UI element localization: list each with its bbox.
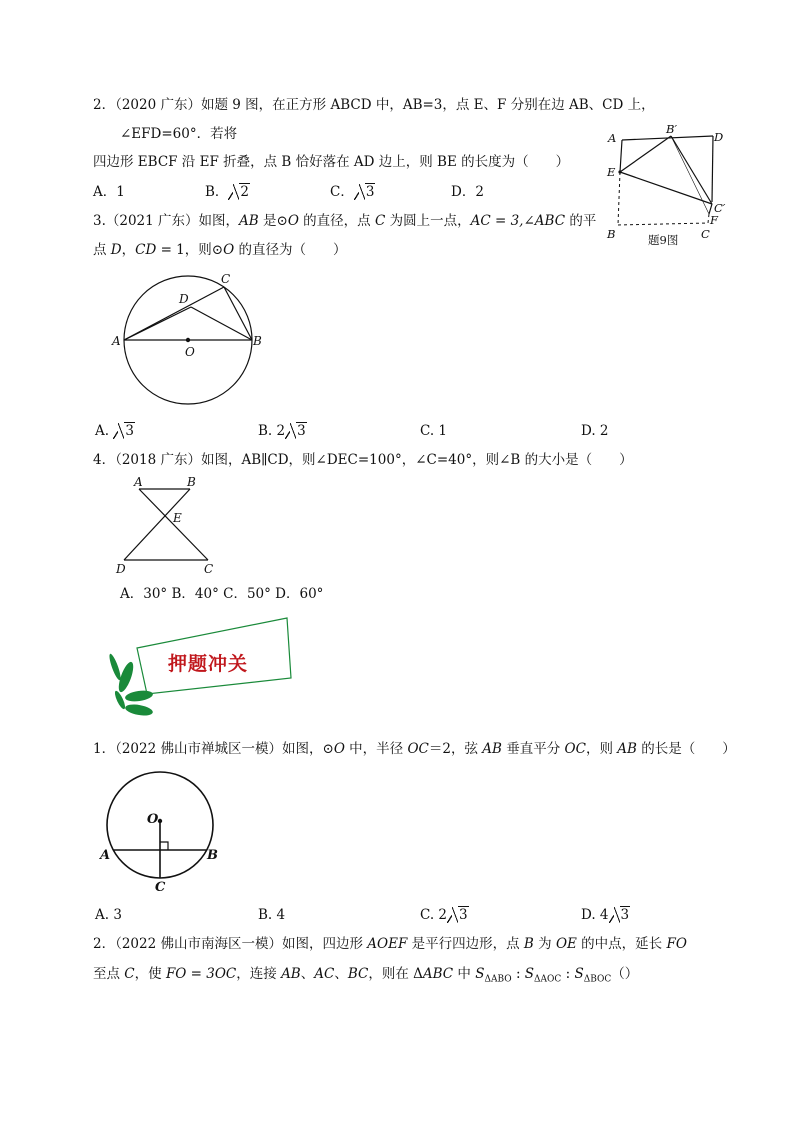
q2-line3: 四边形 EBCF 沿 EF 折叠，点 B 恰好落在 AD 边上，则 BE 的长度为（ ） (93, 154, 570, 170)
p2-line2: 至点 C，使 FO = 3OC，连接 AB、AC、BC，则在 ΔABC 中 $S_{\Delta ABO}$ : $S_{\Delta AOC}$ : $S_{\Delta BOC}()$ (93, 966, 639, 985)
q3-fig-label-c: C (221, 272, 231, 286)
q2-fig-label-e: E (607, 165, 616, 179)
q3-option-b: B. 2 3 (258, 423, 306, 439)
p2-line1: 2．（2022 佛山市南海区一模）如图，四边形 AOEF 是平行四边形，点 B 为 OE 的中点，延长 FO (93, 936, 687, 952)
p1-circle-figure (95, 765, 230, 900)
q4-fig-label-d: D (116, 562, 126, 576)
q2-option-d: D．2 (451, 184, 484, 200)
q2-fig-label-c: C (701, 227, 710, 241)
q2-fig-label-a: A (608, 131, 617, 145)
q3-option-c: C. 1 (420, 423, 448, 439)
q3-fig-label-d: D (179, 292, 189, 306)
q2-option-b: B． 2 (205, 184, 250, 200)
q3-fig-label-o: O (185, 345, 195, 359)
q2-option-c: C． 3 (330, 184, 375, 200)
p1-option-b: B. 4 (258, 907, 286, 923)
p1-option-d: D. 4 3 (581, 907, 630, 923)
q3-option-a: A. 3 (95, 423, 134, 439)
q3-option-d: D. 2 (581, 423, 609, 439)
q4-line1: 4．（2018 广东）如图，AB∥CD，则∠DEC=100°，∠C=40°，则∠B 的大小是（ ） (93, 452, 633, 468)
q4-fig-label-c: C (204, 562, 214, 576)
q3-fig-label-a: A (112, 334, 121, 348)
q4-parallel-figure (110, 470, 220, 580)
p1-option-a: A. 3 (95, 907, 122, 923)
p1-fig-label-c: C (155, 880, 166, 895)
q2-fig-label-b: B (607, 227, 616, 241)
p1-fig-label-o: O (147, 812, 159, 827)
q2-fig-caption: 题9图 (648, 233, 679, 247)
p1-fig-label-b: B (207, 848, 218, 863)
q3-circle-figure (105, 265, 275, 415)
q2-option-a: A．1 (93, 184, 125, 200)
p1-fig-label-a: A (100, 848, 111, 863)
q2-fig-label-f: F (710, 213, 718, 227)
q2-fig-label-cp: C′ (714, 201, 726, 215)
q2-fig-label-bp: B′ (666, 122, 678, 136)
q2-line2: ∠EFD=60°．若将 (120, 126, 238, 142)
q3-line2: 点 D，CD = 1，则⊙O 的直径为（ ） (93, 242, 347, 258)
q4-options: A．30° B．40° C．50° D．60° (120, 586, 324, 602)
q3-line1: 3.（2021 广东）如图，AB 是⊙O 的直径，点 C 为圆上一点，AC = 3,∠ABC 的平 (93, 213, 597, 229)
q4-fig-label-b: B (187, 475, 196, 489)
q3-fig-label-b: B (253, 334, 262, 348)
section-banner-title: 押题冲关 (168, 653, 249, 675)
q2-line1: 2．（2020 广东）如题 9 图，在正方形 ABCD 中，AB=3，点 E、F 分别在边 AB、CD 上， (93, 97, 655, 113)
q2-fold-figure (600, 120, 750, 255)
p1-option-c: C. 2 3 (420, 907, 468, 923)
q4-fig-label-e: E (173, 511, 182, 525)
q4-fig-label-a: A (134, 475, 143, 489)
q2-fig-label-d: D (714, 130, 724, 144)
p1-line1: 1．（2022 佛山市禅城区一模）如图，⊙O 中，半径 OC＝2，弦 AB 垂直平分 OC，则 AB 的长是（ ） (93, 741, 736, 757)
